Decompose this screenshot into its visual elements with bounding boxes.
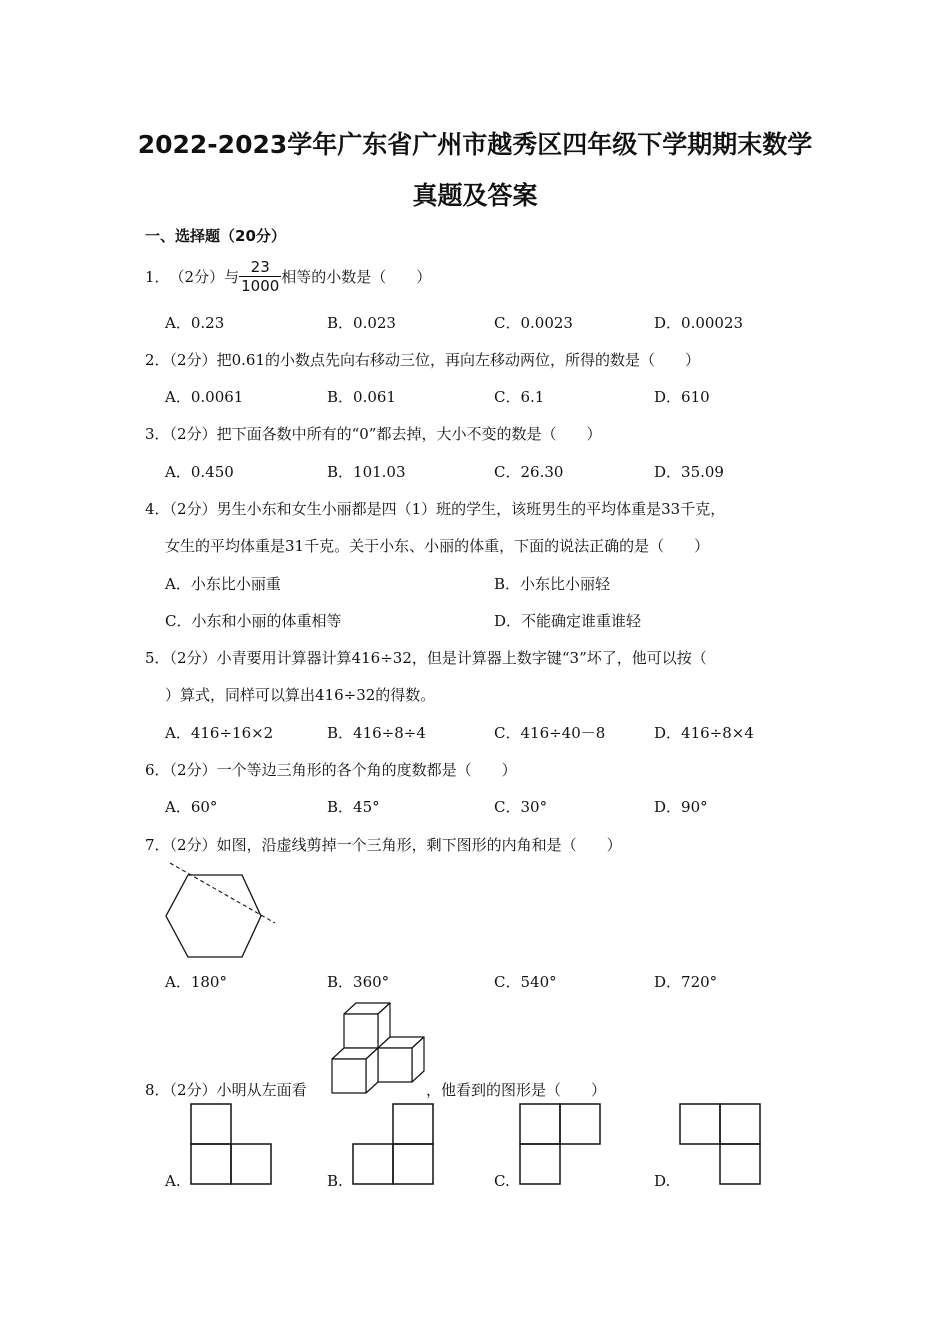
q7-option-a[interactable]: A．180° [165,973,227,991]
q8-option-c-label[interactable]: C. [494,1172,510,1190]
cubes-3d-figure [330,1000,430,1100]
question-5-line-1: 5．（2分）小青要用计算器计算416÷32，但是计算器上数字键“3”坏了，他可以按（ [145,649,707,667]
page-title-line-1: 2022-2023学年广东省广州市越秀区四年级下学期期末数学 [137,130,813,159]
q8-option-b-label[interactable]: B. [327,1172,343,1190]
q8-option-d-label[interactable]: D. [654,1172,671,1190]
question-8-post: ，他看到的图形是（ ） [426,1081,607,1099]
fraction-numerator: 23 [239,258,281,277]
q4-option-a[interactable]: A．小东比小丽重 [165,575,281,593]
q7-option-b[interactable]: B．360° [327,973,390,991]
question-3: 3．（2分）把下面各数中所有的“0”都去掉，大小不变的数是（ ） [145,425,602,443]
q8-option-a-figure[interactable] [190,1103,272,1185]
question-5-line-2: ）算式，同样可以算出416÷32的得数。 [165,686,436,704]
q4-option-b[interactable]: B．小东比小丽轻 [494,575,611,593]
q6-option-d[interactable]: D．90° [654,798,708,816]
page-title-line-2: 真题及答案 [412,181,538,210]
question-1-score: （2分） [169,267,225,286]
q5-option-b[interactable]: B．416÷8÷4 [327,724,426,742]
q2-option-c[interactable]: C．6.1 [494,388,545,406]
q1-option-c[interactable]: C．0.0023 [494,314,573,332]
question-4-line-1: 4．（2分）男生小东和女生小丽都是四（1）班的学生，该班男生的平均体重是33千克， [145,500,726,518]
fraction-denominator: 1000 [241,276,280,295]
question-1-post: 相等的小数是（ ） [281,267,432,286]
fraction [239,258,281,295]
q3-option-a[interactable]: A．0.450 [165,463,234,481]
question-6: 6．（2分）一个等边三角形的各个角的度数都是（ ） [145,761,517,779]
question-1 [145,256,431,296]
q5-option-d[interactable]: D．416÷8×4 [654,724,754,742]
right-cube-front-face [378,1048,412,1082]
q6-option-a[interactable]: A．60° [165,798,218,816]
q4-option-c[interactable]: C．小东和小丽的体重相等 [165,612,342,630]
q2-option-a[interactable]: A．0.0061 [165,388,244,406]
q3-option-b[interactable]: B．101.03 [327,463,406,481]
q6-option-b[interactable]: B．45° [327,798,380,816]
q7-option-d[interactable]: D．720° [654,973,718,991]
q3-option-d[interactable]: D．35.09 [654,463,724,481]
q8-option-d-figure[interactable] [679,1103,761,1185]
q6-option-c[interactable]: C．30° [494,798,548,816]
q8-option-b-figure[interactable] [352,1103,434,1185]
question-4-line-2: 女生的平均体重是31千克。关于小东、小丽的体重，下面的说法正确的是（ ） [165,537,710,555]
q5-option-c[interactable]: C．416÷40－8 [494,724,606,742]
question-1-number: 1． [145,267,170,286]
question-7: 7．（2分）如图，沿虚线剪掉一个三角形，剩下图形的内角和是（ ） [145,836,622,854]
section-heading-choice: 一、选择题（20分） [145,227,286,245]
q8-option-a-label[interactable]: A. [165,1172,181,1190]
q1-option-b[interactable]: B．0.023 [327,314,396,332]
q1-option-a[interactable]: A．0.23 [165,314,225,332]
hexagon-figure [160,858,280,963]
q8-option-c-figure[interactable] [519,1103,601,1185]
q1-option-d[interactable]: D．0.00023 [654,314,744,332]
q5-option-a[interactable]: A．416÷16×2 [165,724,274,742]
q4-option-d[interactable]: D．不能确定谁重谁轻 [494,612,642,630]
q7-option-c[interactable]: C．540° [494,973,557,991]
top-cube-front-face [344,1014,378,1048]
front-cube-front-face [332,1059,366,1093]
q3-option-c[interactable]: C．26.30 [494,463,564,481]
q2-option-d[interactable]: D．610 [654,388,710,406]
q2-option-b[interactable]: B．0.061 [327,388,396,406]
question-2: 2．（2分）把0.61的小数点先向右移动三位，再向左移动两位，所得的数是（ ） [145,351,700,369]
question-1-pre: 与 [224,267,240,286]
question-8-pre: 8．（2分）小明从左面看 [145,1081,307,1099]
cut-dashed-line [170,863,275,923]
